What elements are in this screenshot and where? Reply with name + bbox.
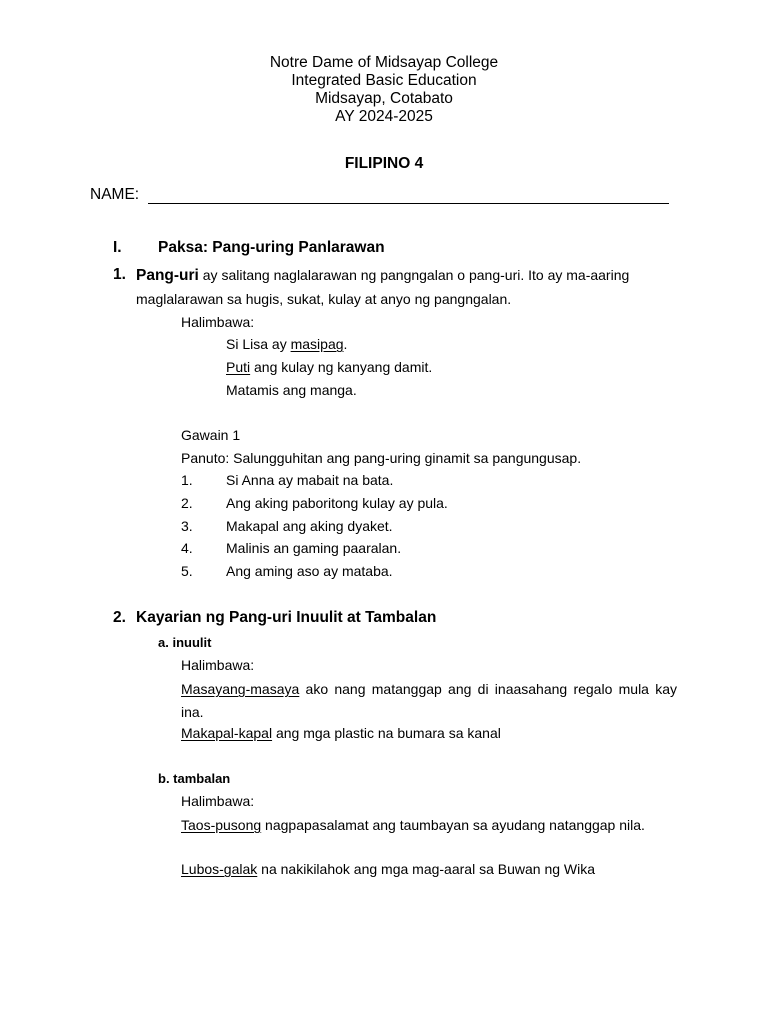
subsection-a-example-2 xyxy=(181,725,501,741)
item1-term: Pang-uri xyxy=(136,267,199,284)
subsection-a-example-label: Halimbawa: xyxy=(181,657,255,673)
activity-item-text: Si Anna ay mabait na bata. xyxy=(226,472,394,488)
subsection-b-example-2 xyxy=(181,861,595,877)
activity-instruction: Panuto: Salungguhitan ang pang-uring ginamit sa pangungusap. xyxy=(181,450,582,466)
item1-example-2 xyxy=(226,359,432,375)
school-year: AY 2024-2025 xyxy=(335,108,433,125)
activity-item-text: Malinis an gaming paaralan. xyxy=(226,540,402,556)
item2-title: Kayarian ng Pang-uri Inuulit at Tambalan xyxy=(136,609,437,626)
name-blank-line[interactable] xyxy=(148,202,669,204)
subsection-b-example-label: Halimbawa: xyxy=(181,793,255,809)
activity-item-text: Makapal ang aking dyaket. xyxy=(226,518,393,534)
underlined-adjective: masipag xyxy=(290,336,344,352)
activity-item-text: Ang aking paboritong kulay ay pula. xyxy=(226,495,448,511)
activity-item-text: Ang aming aso ay mataba. xyxy=(226,563,393,579)
underlined-adjective: Lubos-galak xyxy=(181,861,258,877)
example-text: Si Lisa ay xyxy=(226,336,291,352)
activity-item-number: 2. xyxy=(181,495,193,511)
item2-number: 2. xyxy=(113,609,126,626)
activity-item-number: 4. xyxy=(181,540,193,556)
subsection-a-example-1 xyxy=(181,678,677,724)
school-location: Midsayap, Cotabato xyxy=(315,90,453,107)
example-text: nagpapasalamat ang taumbayan sa ayudang natanggap nila. xyxy=(261,817,645,833)
subsection-b-example-1 xyxy=(181,814,677,837)
activity-item-number: 1. xyxy=(181,472,193,488)
underlined-adjective: Taos-pusong xyxy=(181,817,262,833)
subject-title: FILIPINO 4 xyxy=(344,155,424,172)
section-numeral: I. xyxy=(113,239,122,256)
example-text: ang kulay ng kanyang damit. xyxy=(250,359,433,375)
item1-definition-line2: maglalarawan sa hugis, sukat, kulay at anyo ng pangngalan. xyxy=(136,291,512,307)
department-name: Integrated Basic Education xyxy=(291,72,477,89)
underlined-adjective: Puti xyxy=(226,359,251,375)
item1-example-label: Halimbawa: xyxy=(181,314,255,330)
item1-number: 1. xyxy=(113,266,126,283)
section-title: Paksa: Pang-uring Panlarawan xyxy=(158,239,385,256)
activity-item-number: 5. xyxy=(181,563,193,579)
item1-example-1 xyxy=(226,336,347,352)
underlined-adjective: Masayang-masaya xyxy=(181,681,300,697)
item1-example-3: Matamis ang manga. xyxy=(226,382,357,398)
item1-definition xyxy=(136,264,677,287)
subsection-b-label: b. tambalan xyxy=(158,771,231,786)
activity-item-number: 3. xyxy=(181,518,193,534)
item1-definition-line1: ay salitang naglalarawan ng pangngalan o pang-uri. Ito ay ma-aaring xyxy=(202,267,630,283)
example-text: na nakikilahok ang mga mag-aaral sa Buwan ng Wika xyxy=(257,861,596,877)
subsection-a-label: a. inuulit xyxy=(158,635,212,650)
activity-title: Gawain 1 xyxy=(181,427,241,443)
example-text: ang mga plastic na bumara sa kanal xyxy=(272,725,501,741)
school-name: Notre Dame of Midsayap College xyxy=(269,54,499,71)
example-text: ako nang matanggap ang di inaasahang regalo mula kay ina. xyxy=(181,681,677,720)
underlined-adjective: Makapal-kapal xyxy=(181,725,273,741)
example-text: . xyxy=(343,336,348,352)
name-label: NAME: xyxy=(90,186,140,203)
